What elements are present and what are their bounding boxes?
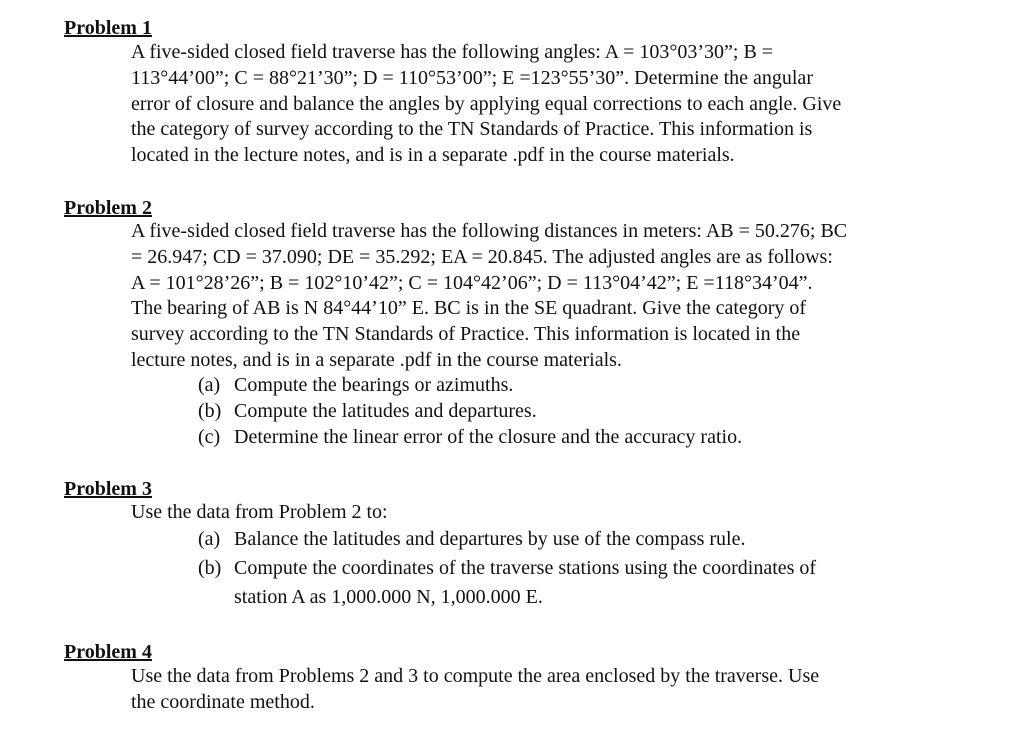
problem-1-heading: Problem 1 — [64, 17, 152, 39]
problem-2-line: A = 101°28’26”; B = 102°10’42”; C = 104°42’06”; D = 113°04’42”; E =118°34’04”. — [131, 271, 813, 294]
problem-4-line: Use the data from Problems 2 and 3 to compute the area enclosed by the traverse. Use — [131, 665, 820, 687]
problem-2-item-b — [198, 399, 537, 425]
item-text: Compute the latitudes and departures. — [234, 400, 537, 422]
item-label: (b) — [198, 400, 222, 422]
problem-2-line: lecture notes, and is in a separate .pdf in the course materials. — [131, 348, 622, 371]
problem-2-line: The bearing of AB is N 84°44’10” E. BC is in the SE quadrant. Give the category of — [131, 297, 807, 320]
problem-2-statement — [131, 219, 847, 374]
problem-3-line: Use the data from Problem 2 to: — [131, 501, 388, 523]
problem-2-line: A five-sided closed field traverse has the following distances in meters: AB = 50.276; BC — [131, 220, 848, 242]
problem-1-line: error of closure and balance the angles by applying equal corrections to each angle. Give — [131, 92, 842, 115]
problem-1-line: A five-sided closed field traverse has the following angles: A = 103°03’30”; B = — [131, 41, 774, 63]
item-label: (a) — [198, 374, 221, 396]
problem-1-line: 113°44’00”; C = 88°21’30”; D = 110°53’00”; E =123°55’30”. Determine the angular — [131, 66, 813, 89]
item-label: (a) — [198, 528, 221, 550]
problem-3-statement — [131, 500, 388, 526]
problem-3-heading: Problem 3 — [64, 478, 152, 500]
problem-2-line: survey according to the TN Standards of Practice. This information is located in the — [131, 323, 801, 346]
problem-1-statement — [131, 40, 841, 169]
problem-1-line: the category of survey according to the TN Standards of Practice. This information is — [131, 118, 813, 141]
problem-2-line: = 26.947; CD = 37.090; DE = 35.292; EA = 20.845. The adjusted angles are as follows: — [131, 245, 833, 268]
problem-3-item-b-continuation: station A as 1,000.000 N, 1,000.000 E. — [234, 586, 543, 608]
item-text: Balance the latitudes and departures by use of the compass rule. — [234, 528, 746, 550]
item-text: Compute the coordinates of the traverse stations using the coordinates of — [234, 557, 817, 579]
problem-4-statement — [131, 664, 819, 716]
problem-2-heading: Problem 2 — [64, 197, 152, 219]
problem-4-heading: Problem 4 — [64, 641, 152, 663]
problem-3-item-b — [198, 556, 816, 582]
item-text: Compute the bearings or azimuths. — [234, 374, 514, 396]
problem-2-item-a — [198, 373, 513, 399]
problem-1-line: located in the lecture notes, and is in a separate .pdf in the course materials. — [131, 144, 735, 167]
item-label: (b) — [198, 557, 222, 579]
item-text: Determine the linear error of the closure and the accuracy ratio. — [234, 426, 743, 448]
item-label: (c) — [198, 426, 221, 448]
problem-3-item-a — [198, 527, 746, 553]
problem-4-line: the coordinate method. — [131, 690, 315, 713]
problem-2-item-c — [198, 425, 742, 451]
